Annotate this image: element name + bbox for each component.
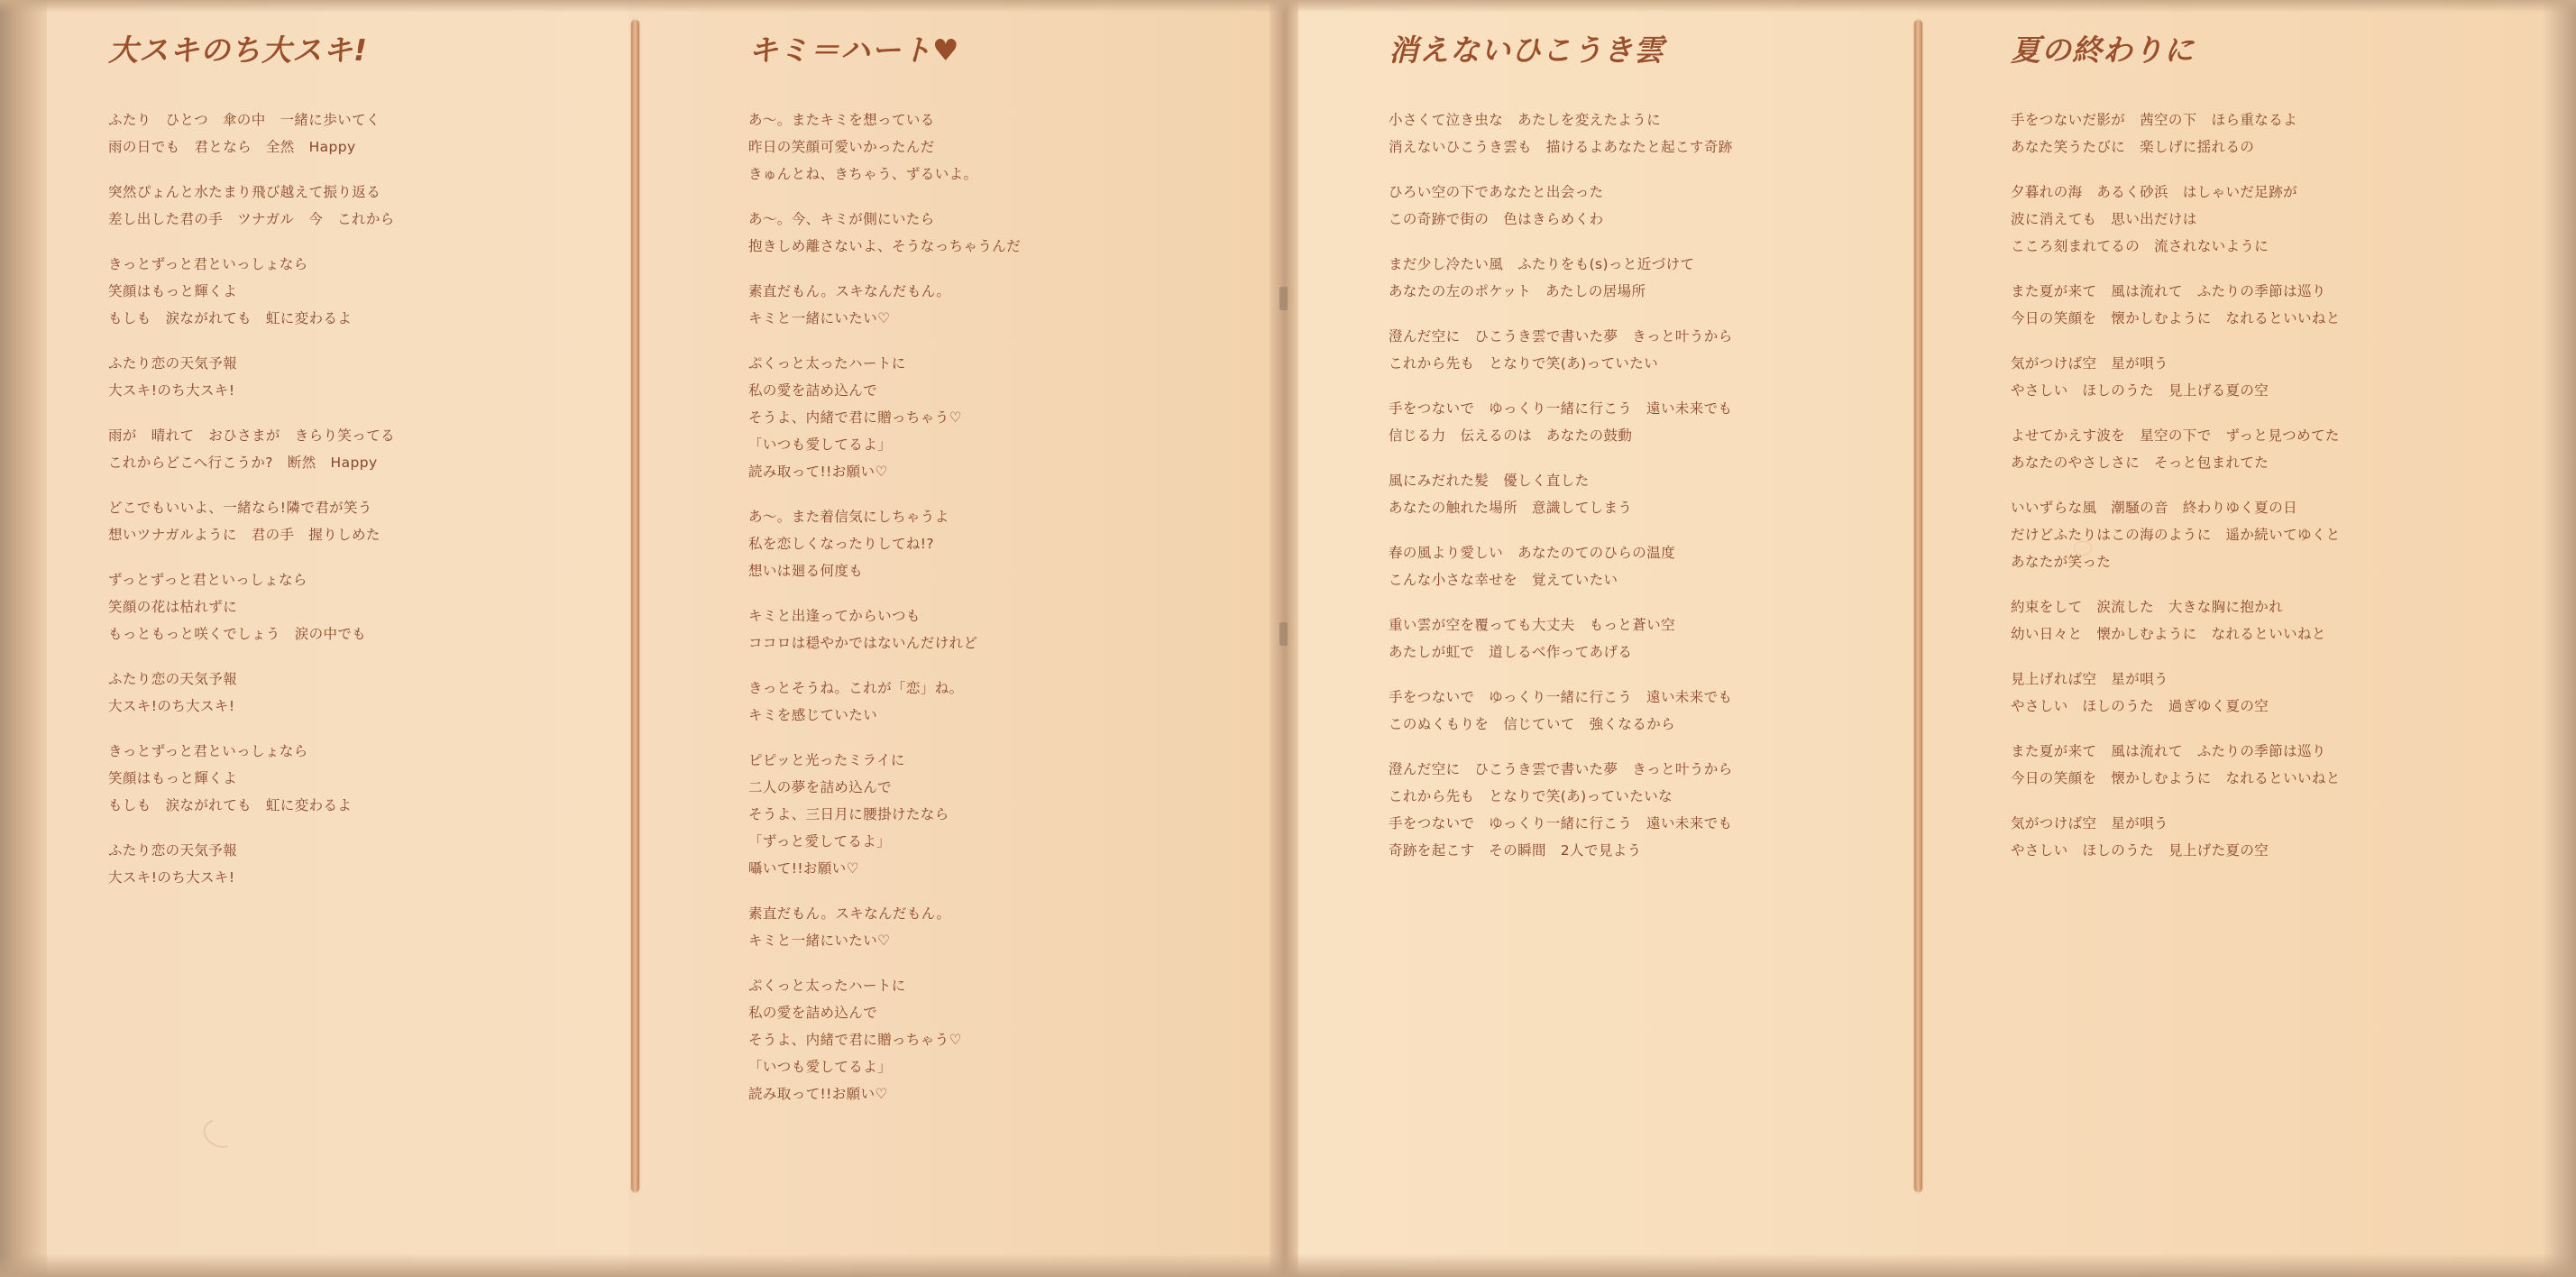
lyric-stanza <box>2011 179 2341 260</box>
lyric-stanza <box>748 675 1021 729</box>
lyric-stanza <box>1389 251 1733 305</box>
lyric-stanza <box>1389 539 1733 593</box>
lyric-stanza <box>748 206 1021 260</box>
lyric-line: 大スキ!のち大スキ! <box>108 869 235 886</box>
lyric-line: もしも 涙ながれても 虹に変わるよ <box>108 310 353 326</box>
lyric-line: 笑顔はもっと輝くよ <box>108 770 238 786</box>
lyric-stanza <box>108 566 395 648</box>
lyric-line: 手をつないで ゆっくり一緒に行こう 遠い未来でも <box>1389 815 1733 831</box>
lyric-line: 昨日の笑顔可愛いかったんだ <box>748 139 935 155</box>
lyric-stanza <box>1389 684 1733 738</box>
lyric-stanza <box>748 278 1021 332</box>
decorative-rule-1 <box>631 20 639 1192</box>
song-title: 大スキのち大スキ! <box>108 32 369 68</box>
lyric-line: 「ずっと愛してるよ」 <box>748 833 892 850</box>
lyric-stanza <box>108 494 395 548</box>
lyric-line: 澄んだ空に ひこうき雲で書いた夢 きっと叶うから <box>1389 761 1733 777</box>
lyric-line: 幼い日々と 懐かしむように なれるといいねと <box>2011 626 2326 642</box>
lyric-line: 夕暮れの海 あるく砂浜 はしゃいだ足跡が <box>2011 184 2298 200</box>
lyric-line: 囁いて!!お願い♡ <box>748 860 859 877</box>
lyric-stanza <box>108 179 395 233</box>
lyric-line: きゅんとね、きちゃう、ずるいよ。 <box>748 166 978 182</box>
lyric-line: 私を恋しくなったりしてね!? <box>748 536 935 552</box>
lyric-line: よせてかえす波を 星空の下で ずっと見つめてた <box>2011 427 2340 444</box>
lyric-line: ピピッと光ったミライに <box>748 752 905 768</box>
song-title: 消えないひこうき雲 <box>1389 32 1664 68</box>
lyric-stanza <box>1389 467 1733 521</box>
lyric-line: ふたり恋の天気予報 <box>108 842 238 859</box>
lyric-line: 気がつけば空 星が唄う <box>2011 815 2168 831</box>
lyric-line: キミと一緒にいたい♡ <box>748 932 891 949</box>
lyric-stanza <box>108 106 395 161</box>
song-lyrics <box>108 106 395 891</box>
song-lyrics <box>748 106 1021 1107</box>
lyric-line: あなた笑うたびに 楽しげに揺れるの <box>2011 139 2255 155</box>
lyric-line: ふたり恋の天気予報 <box>108 671 238 687</box>
lyric-line: これから先も となりで笑(あ)っていたいな <box>1389 788 1673 804</box>
song-title: 夏の終わりに <box>2011 32 2195 68</box>
lyric-stanza <box>2011 422 2341 476</box>
staple-top <box>1279 287 1288 310</box>
lyric-line: 想いは廻る何度も <box>748 563 864 579</box>
lyric-line: 約束をして 涙流した 大きな胸に抱かれ <box>2011 599 2284 615</box>
lyric-line: もっともっと咲くでしょう 涙の中でも <box>108 626 367 642</box>
song-lyrics <box>1389 106 1733 864</box>
lyric-line: 抱きしめ離さないよ、そうなっちゃうんだ <box>748 238 1022 254</box>
lyric-line: いいずらな風 潮騒の音 終わりゆく夏の日 <box>2011 500 2298 516</box>
page-edge-right <box>2544 0 2576 1277</box>
lyric-stanza <box>1389 395 1733 449</box>
lyric-line: ココロは穏やかではないんだけれど <box>748 635 978 651</box>
lyric-line: 読み取って!!お願い♡ <box>748 1086 888 1102</box>
page-edge-left <box>0 0 47 1277</box>
song-title: キミ＝ハート♥ <box>748 32 960 68</box>
lyric-line: きっとずっと君といっしょなら <box>108 743 308 759</box>
lyric-line: 私の愛を詰め込んで <box>748 1005 878 1021</box>
lyric-line: ふたり ひとつ 傘の中 一緒に歩いてく <box>108 112 380 128</box>
lyric-line: このぬくもりを 信じていて 強くなるから <box>1389 716 1676 732</box>
lyric-line: やさしい ほしのうた 見上げた夏の空 <box>2011 842 2269 859</box>
lyric-stanza <box>2011 593 2341 648</box>
lyric-stanza <box>2011 106 2341 161</box>
lyric-stanza <box>748 503 1021 584</box>
lyric-line: やさしい ほしのうた 過ぎゆく夏の空 <box>2011 698 2269 714</box>
lyric-line: ひろい空の下であなたと出会った <box>1389 184 1604 200</box>
lyric-line: あ～。また着信気にしちゃうよ <box>748 509 949 525</box>
lyric-line: 大スキ!のち大スキ! <box>108 382 235 399</box>
lyric-line: これから先も となりで笑(あ)っていたい <box>1389 355 1659 372</box>
lyric-line: どこでもいいよ、一緒なら!隣で君が笑う <box>108 500 372 516</box>
lyric-line: 雨が 晴れて おひさまが きらり笑ってる <box>108 427 396 444</box>
lyric-line: だけどふたりはこの海のように 遥か続いてゆくと <box>2011 527 2341 543</box>
lyric-line: 手をつないで ゆっくり一緒に行こう 遠い未来でも <box>1389 400 1733 417</box>
lyric-line: 大スキ!のち大スキ! <box>108 698 235 714</box>
lyric-stanza <box>2011 810 2341 864</box>
lyric-line: きっとずっと君といっしょなら <box>108 256 308 272</box>
lyric-stanza <box>2011 494 2341 575</box>
lyric-stanza <box>748 106 1021 188</box>
lyric-line: 笑顔の花は枯れずに <box>108 599 238 615</box>
lyric-stanza <box>2011 278 2341 332</box>
lyric-line: この奇跡で街の 色はきらめくわ <box>1389 211 1604 227</box>
lyric-line: 今日の笑顔を 懐かしむように なれるといいねと <box>2011 770 2341 786</box>
lyric-line: 笑顔はもっと輝くよ <box>108 283 238 299</box>
lyric-line: 「いつも愛してるよ」 <box>748 436 893 453</box>
lyric-line: 「いつも愛してるよ」 <box>748 1059 893 1075</box>
lyric-stanza <box>1389 106 1733 161</box>
song-lyrics <box>2011 106 2341 864</box>
lyric-line: また夏が来て 風は流れて ふたりの季節は巡り <box>2011 743 2326 759</box>
lyric-line: 手をつないだ影が 茜空の下 ほら重なるよ <box>2011 112 2298 128</box>
lyric-line: ぷくっと太ったハートに <box>748 355 906 372</box>
lyric-stanza <box>748 747 1021 882</box>
lyric-stanza <box>108 422 395 476</box>
lyric-line: 差し出した君の手 ツナガル 今 これから <box>108 211 395 227</box>
lyric-line: あ～。またキミを想っている <box>748 112 935 128</box>
lyric-line: 読み取って!!お願い♡ <box>748 464 888 480</box>
lyric-line: 素直だもん。スキなんだもん。 <box>748 283 951 299</box>
lyric-stanza <box>748 972 1021 1107</box>
lyric-line: きっとそうね。これが「恋」ね。 <box>748 680 964 696</box>
lyric-line: 気がつけば空 星が唄う <box>2011 355 2168 372</box>
lyric-stanza <box>1389 323 1733 377</box>
lyric-line: キミと一緒にいたい♡ <box>748 310 891 326</box>
lyric-stanza <box>748 602 1021 657</box>
lyric-line: もしも 涙ながれても 虹に変わるよ <box>108 797 353 813</box>
lyric-line: そうよ、三日月に腰掛けたなら <box>748 806 949 822</box>
lyric-stanza <box>1389 756 1733 864</box>
lyric-line: キミを感じていたい <box>748 707 878 723</box>
lyric-line: 消えないひこうき雲も 描けるよあなたと起こす奇跡 <box>1389 139 1733 155</box>
lyric-stanza <box>2011 738 2341 792</box>
page-edge-bottom <box>0 1254 2576 1277</box>
lyric-line: 今日の笑顔を 懐かしむように なれるといいねと <box>2011 310 2341 326</box>
lyric-line: 風にみだれた髪 優しく直した <box>1389 473 1590 489</box>
lyric-line: 波に消えても 思い出だけは <box>2011 211 2197 227</box>
lyric-line: そうよ、内緒で君に贈っちゃう♡ <box>748 1032 962 1048</box>
lyric-line: 重い雲が空を覆っても大丈夫 もっと蒼い空 <box>1389 617 1676 633</box>
lyric-line: 想いツナガルように 君の手 握りしめた <box>108 527 380 543</box>
lyric-line: 突然ぴょんと水たまり飛び越えて振り返る <box>108 184 381 200</box>
lyric-line: 小さくて泣き虫な あたしを変えたように <box>1389 112 1662 128</box>
lyric-stanza <box>108 738 395 819</box>
lyric-line: あ～。今、キミが側にいたら <box>748 211 935 227</box>
lyric-stanza <box>1389 179 1733 233</box>
page-edge-top <box>0 0 2576 13</box>
lyric-line: キミと出逢ってからいつも <box>748 608 921 624</box>
lyric-line: ずっとずっと君といっしょなら <box>108 572 307 588</box>
lyric-line: これからどこへ行こうか? 断然 Happy <box>108 455 378 471</box>
lyric-stanza <box>1389 611 1733 666</box>
staple-bottom <box>1279 622 1288 646</box>
lyric-line: まだ少し冷たい風 ふたりをも(s)っと近づけて <box>1389 256 1695 272</box>
lyric-stanza <box>2011 666 2341 720</box>
lyric-stanza <box>108 666 395 720</box>
lyric-line: 澄んだ空に ひこうき雲で書いた夢 きっと叶うから <box>1389 328 1733 345</box>
lyric-line: また夏が来て 風は流れて ふたりの季節は巡り <box>2011 283 2326 299</box>
lyric-line: こんな小さな幸せを 覚えていたい <box>1389 572 1618 588</box>
lyric-line: 手をつないで ゆっくり一緒に行こう 遠い未来でも <box>1389 689 1733 705</box>
decorative-rule-2 <box>1914 20 1922 1192</box>
lyric-line: あたしが虹で 道しるべ作ってあげる <box>1389 644 1633 660</box>
lyric-line: 信じる力 伝えるのは あなたの鼓動 <box>1389 427 1633 444</box>
lyric-line: こころ刻まれてるの 流されないように <box>2011 238 2269 254</box>
lyric-stanza <box>108 837 395 891</box>
lyric-line: 二人の夢を詰め込んで <box>748 779 893 795</box>
lyric-line: あなたのやさしさに そっと包まれてた <box>2011 455 2269 471</box>
lyric-line: 春の風より愛しい あなたのてのひらの温度 <box>1389 545 1676 561</box>
lyric-line: 見上げれば空 星が唄う <box>2011 671 2168 687</box>
lyric-line: 素直だもん。スキなんだもん。 <box>748 905 951 922</box>
lyric-line: 雨の日でも 君となら 全然 Happy <box>108 139 356 155</box>
lyric-line: あなたの左のポケット あたしの居場所 <box>1389 283 1646 299</box>
lyric-line: 奇跡を起こす その瞬間 2人で見よう <box>1389 842 1642 859</box>
lyric-stanza <box>748 900 1021 954</box>
lyric-line: あなたが笑った <box>2011 554 2112 570</box>
lyric-line: ふたり恋の天気予報 <box>108 355 238 372</box>
lyric-line: あなたの触れた場所 意識してしまう <box>1389 500 1633 516</box>
lyric-line: そうよ、内緒で君に贈っちゃう♡ <box>748 409 962 426</box>
lyric-stanza <box>748 350 1021 485</box>
lyric-line: ぷくっと太ったハートに <box>748 978 906 994</box>
lyric-stanza <box>108 251 395 332</box>
lyric-line: 私の愛を詰め込んで <box>748 382 878 399</box>
lyric-stanza <box>2011 350 2341 404</box>
lyric-line: やさしい ほしのうた 見上げる夏の空 <box>2011 382 2269 399</box>
lyric-stanza <box>108 350 395 404</box>
